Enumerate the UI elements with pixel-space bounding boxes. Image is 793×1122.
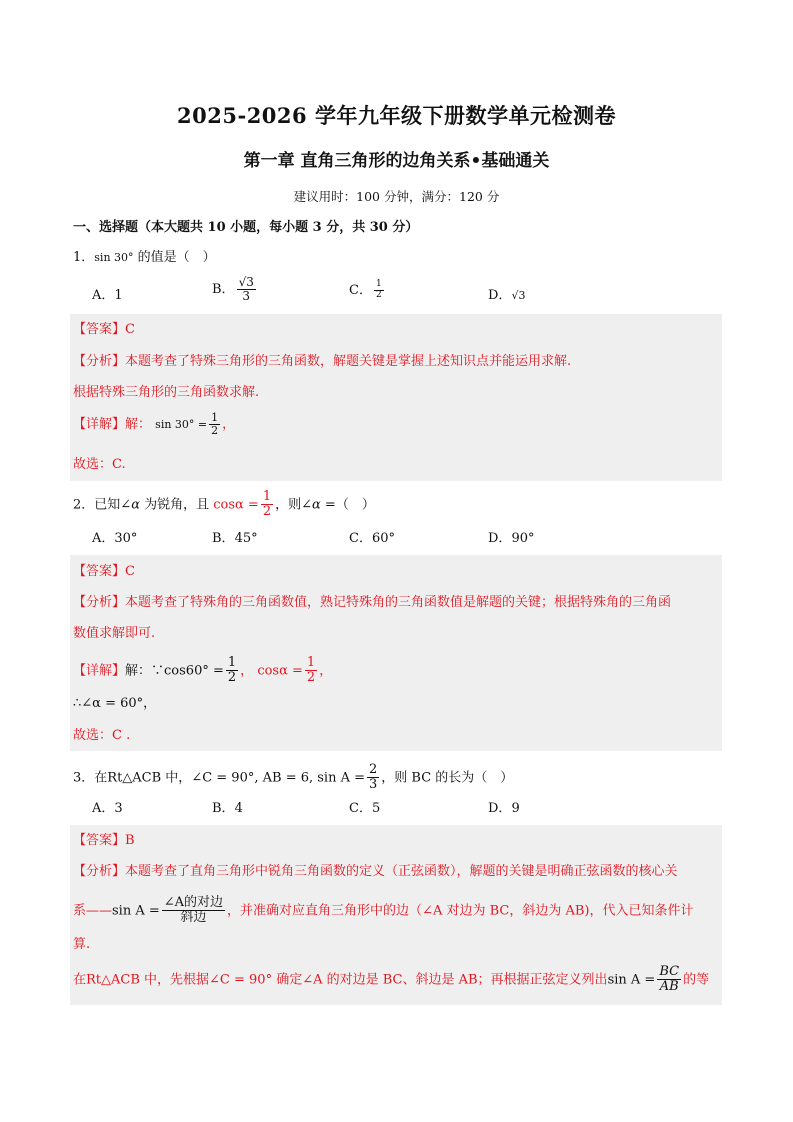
q1-option-d: D．√3 xyxy=(488,288,526,303)
q2-therefore: ∴∠α = 60°， xyxy=(73,696,157,711)
stem-text: 的值是（ ） xyxy=(133,250,216,265)
section-heading: 一、选择题（本大题共 10 小题，每小题 3 分，共 30 分） xyxy=(73,220,419,235)
q2-choice: 故选：C . xyxy=(73,728,131,743)
q1-analysis-2: 根据特殊三角形的三角函数求解. xyxy=(73,385,260,400)
time-info: 建议用时：100 分钟，满分：120 分 xyxy=(293,189,500,204)
q3-option-b: B．4 xyxy=(212,801,243,816)
question-2-stem: 2．已知∠α 为锐角，且 cosα = $\frac{1}{2}$ ，则∠α =（ ） xyxy=(73,489,375,520)
q3-analysis-line2: 系——sin A = $\frac{\text{∠A的对边}}{\text{斜边}}$ ，并准确对应直角三角形中的边（∠A 对边为 BC，斜边为 AB)，代入已知条件计 xyxy=(73,895,694,926)
q2-detail: 【详解】解：∵cos60° = $\frac{1}{2}$ ， cosα = $\frac{1}{2}$ ， xyxy=(73,655,333,686)
q1-analysis: 【分析】本题考查了特殊三角形的三角函数，解题关键是掌握上述知识点并能运用求解. xyxy=(73,354,572,369)
q2-analysis-2: 数值求解即可. xyxy=(73,626,156,641)
q3-answer: 【答案】B xyxy=(73,833,135,848)
q1-option-c: C． $\frac{1}{2}$ xyxy=(349,279,382,300)
q3-option-a: A．3 xyxy=(92,801,123,816)
q2-option-c: C．60° xyxy=(349,531,395,546)
q1-answer: 【答案】C xyxy=(73,322,135,337)
q2-solution-box xyxy=(70,555,722,751)
q2-option-a: A．30° xyxy=(92,531,138,546)
q1-option-b: B． $\frac{√3}{3}$ xyxy=(212,275,254,304)
q2-option-b: B．45° xyxy=(212,531,258,546)
q2-option-d: D．90° xyxy=(488,531,535,546)
math-expr: sin 30° xyxy=(94,251,134,264)
q2-analysis: 【分析】本题考查了特殊角的三角函数值，熟记特殊角的三角函数值是解题的关键；根据特殊角的三角函 xyxy=(73,595,672,610)
question-number: 1． xyxy=(73,250,95,265)
exam-title: 2025-2026 学年九年级下册数学单元检测卷 xyxy=(177,103,616,128)
question-3-stem: 3．在Rt△ACB 中，∠C = 90°, AB = 6, sin A = $\frac{2}{3}$ ，则 BC 的长为（ ） xyxy=(73,762,514,793)
q3-analysis-line3: 算. xyxy=(73,937,91,952)
q1-detail: 【详解】解： sin 30° = $\frac{1}{2}$ ， xyxy=(73,411,236,438)
q3-analysis: 【分析】本题考查了直角三角形中锐角三角函数的定义（正弦函数），解题的关键是明确正弦函数的核心关 xyxy=(73,864,678,879)
q3-option-d: D．9 xyxy=(488,801,520,816)
chapter-subtitle: 第一章 直角三角形的边角关系•基础通关 xyxy=(243,151,550,171)
q1-option-a: A．1 xyxy=(92,288,123,303)
q1-choice: 故选：C. xyxy=(73,457,126,472)
q2-answer: 【答案】C xyxy=(73,564,135,579)
q3-option-c: C．5 xyxy=(349,801,381,816)
question-1-stem xyxy=(73,248,216,268)
q3-analysis-line4: 在Rt△ACB 中，先根据∠C = 90° 确定∠A 的对边是 BC、斜边是 AB；再根据正弦定义列出sin A = $\frac{BC}{AB}$ 的等 xyxy=(73,964,710,995)
